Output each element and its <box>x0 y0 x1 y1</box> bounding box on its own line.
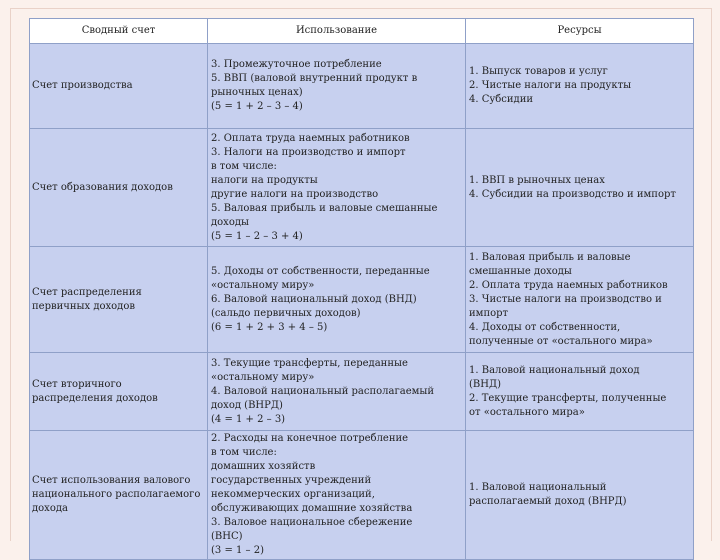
cell-line: 2. Оплата труда наемных работников <box>211 132 410 144</box>
table-row <box>30 431 694 560</box>
cell-line: 6. Валовой национальный доход (ВНД) <box>211 293 417 305</box>
cell-line: Счет вторичного <box>32 378 122 390</box>
cell-line: 2. Оплата труда наемных работников <box>469 279 668 291</box>
cell-line: Счет образования доходов <box>32 181 173 193</box>
header-account: Сводный счет <box>30 19 208 44</box>
cell-line: распределения доходов <box>32 392 158 404</box>
cell-line: 4. Субсидии на производство и импорт <box>469 188 676 200</box>
uses-cell <box>208 353 466 431</box>
cell-line: рыночных ценах) <box>211 87 303 98</box>
cell-line: (6 = 1 + 2 + 3 + 4 – 5) <box>211 321 328 333</box>
cell-line: 5. Валовая прибыль и валовые смешанные <box>211 202 438 214</box>
cell-line: 3. Валовое национальное сбережение <box>211 517 413 528</box>
cell-line: 4. Валовой национальный располагаемый <box>211 385 435 397</box>
cell-line: 1. Валовая прибыль и валовые <box>469 251 631 263</box>
cell-line: Счет использования валового <box>32 475 191 486</box>
account-cell <box>30 431 208 560</box>
cell-line: 2. Текущие трансферты, полученные <box>469 392 667 404</box>
accounts-table <box>29 18 694 560</box>
table-row <box>30 129 694 247</box>
cell-line: государственных учреждений <box>211 475 372 486</box>
resources-cell <box>466 129 694 247</box>
cell-line: смешанные доходы <box>469 265 572 277</box>
table-row <box>30 247 694 353</box>
resources-cell <box>466 353 694 431</box>
cell-line: «остальному миру» <box>211 371 315 383</box>
account-cell <box>30 44 208 129</box>
uses-cell <box>208 247 466 353</box>
cell-line: 1. Валовой национальный доход <box>469 364 640 376</box>
cell-line: другие налоги на производство <box>211 188 379 200</box>
cell-line: (3 = 1 – 2) <box>211 545 264 556</box>
cell-line: 5. Доходы от собственности, переданные <box>211 265 430 277</box>
account-cell <box>30 247 208 353</box>
cell-line: (4 = 1 + 2 – 3) <box>211 413 286 425</box>
cell-line: 2. Чистые налоги на продукты <box>469 80 632 91</box>
cell-line: в том числе: <box>211 447 277 458</box>
cell-line: 3. Текущие трансферты, переданные <box>211 357 408 369</box>
resources-cell <box>466 247 694 353</box>
account-cell <box>30 353 208 431</box>
cell-line: 3. Промежуточное потребление <box>211 59 382 70</box>
cell-line: (5 = 1 + 2 – 3 – 4) <box>211 101 303 112</box>
cell-line: импорт <box>469 307 509 319</box>
cell-line: Счет производства <box>32 80 133 91</box>
resources-cell <box>466 44 694 129</box>
cell-line: обслуживающих домашние хозяйства <box>211 503 413 514</box>
uses-cell <box>208 44 466 129</box>
cell-line: 3. Чистые налоги на производство и <box>469 293 662 305</box>
table-row <box>30 44 694 129</box>
cell-line: домашних хозяйств <box>211 461 316 472</box>
account-cell <box>30 129 208 247</box>
cell-line: 3. Налоги на производство и импорт <box>211 146 406 158</box>
uses-cell <box>208 129 466 247</box>
cell-line: (ВНД) <box>469 378 502 390</box>
table-header-row <box>30 19 694 44</box>
cell-line: налоги на продукты <box>211 174 318 186</box>
cell-line: Счет распределения <box>32 286 142 298</box>
cell-line: первичных доходов <box>32 300 135 312</box>
cell-line: располагаемый доход (ВНРД) <box>469 496 627 507</box>
cell-line: 1. Выпуск товаров и услуг <box>469 66 608 77</box>
cell-line: доход (ВНРД) <box>211 399 283 411</box>
cell-line: (сальдо первичных доходов) <box>211 307 361 319</box>
cell-line: 4. Субсидии <box>469 94 534 105</box>
cell-line: национального располагаемого <box>32 489 201 500</box>
cell-line: 1. ВВП в рыночных ценах <box>469 174 605 186</box>
cell-line: «остальному миру» <box>211 279 315 291</box>
resources-cell <box>466 431 694 560</box>
cell-line: 5. ВВП (валовой внутренний продукт в <box>211 73 418 84</box>
header-uses: Использование <box>208 19 466 44</box>
cell-line: от «остального мира» <box>469 406 585 418</box>
cell-line: полученные от «остального мира» <box>469 335 653 347</box>
cell-line: 4. Доходы от собственности, <box>469 321 621 333</box>
cell-line: 2. Расходы на конечное потребление <box>211 433 409 444</box>
cell-line: дохода <box>32 503 68 514</box>
uses-cell <box>208 431 466 560</box>
table-row <box>30 353 694 431</box>
cell-line: в том числе: <box>211 160 277 172</box>
cell-line: 1. Валовой национальный <box>469 482 607 493</box>
cell-line: (5 = 1 – 2 – 3 + 4) <box>211 230 303 242</box>
cell-line: (ВНС) <box>211 531 243 542</box>
header-resources: Ресурсы <box>466 19 694 44</box>
cell-line: некоммерческих организаций, <box>211 489 375 500</box>
cell-line: доходы <box>211 216 249 228</box>
